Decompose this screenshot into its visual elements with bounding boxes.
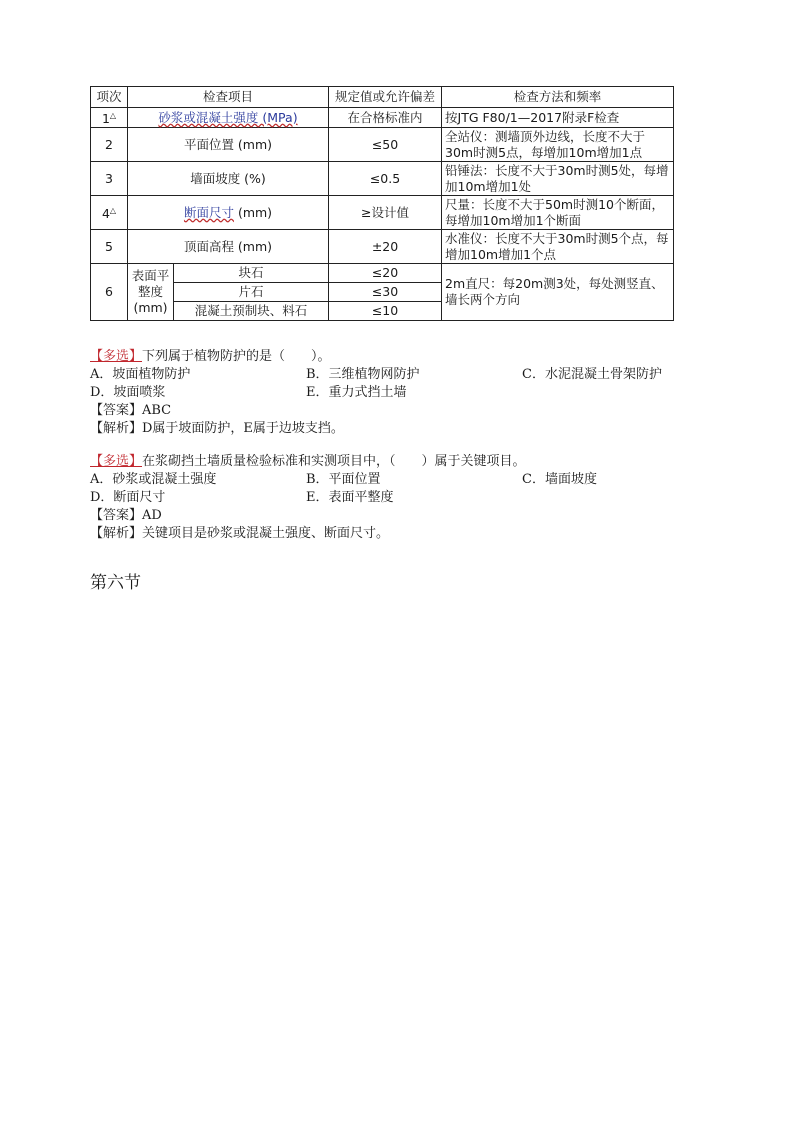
row-spec: ≤20 [329,264,442,283]
table-row [91,162,674,196]
inspection-table [90,86,674,321]
table-row [91,264,674,283]
row-method: 全站仪：测墙顶外边线，长度不大于30m时测5点，每增加10m增加1点 [442,128,674,162]
options-row [90,489,710,507]
row-spec: ≤10 [329,302,442,321]
options-row [90,471,710,489]
option-b: B．三维植物网防护 [306,367,420,382]
row-method: 水准仪：长度不大于30m时测5个点，每增加10m增加1个点 [442,230,674,264]
option-c: C．墙面坡度 [522,472,597,487]
option-a: A．坡面植物防护 [90,367,191,382]
row-spec: ≥设计值 [329,196,442,230]
row-method: 铅锤法：长度不大于30m时测5处，每增加10m增加1处 [442,162,674,196]
option-d: D．坡面喷浆 [90,385,166,400]
row-spec: ≤50 [329,128,442,162]
row-no: 5 [91,230,128,264]
header-spec: 规定值或允许偏差 [329,87,442,108]
row-spec: ≤0.5 [329,162,442,196]
options-row [90,384,710,402]
question-line [90,453,710,471]
row-no: 4△ [91,196,128,230]
answer: 【答案】ABC [90,403,172,418]
table-row [91,230,674,264]
row-subitem: 混凝土预制块、料石 [174,302,329,321]
row-item: 顶面高程 (mm) [128,230,329,264]
options-row [90,366,710,384]
table-row [91,196,674,230]
option-b: B．平面位置 [306,472,381,487]
answer: 【答案】AD [90,508,162,523]
analysis: 【解析】D属于坡面防护，E属于边坡支挡。 [90,421,344,436]
analysis: 【解析】关键项目是砂浆或混凝土强度、断面尺寸。 [90,526,390,541]
option-e: E．重力式挡土墙 [306,385,407,400]
section-title: 第六节 [90,573,141,593]
row-subitem: 块石 [174,264,329,283]
row-method: 按JTG F80/1—2017附录F检查 [442,108,674,128]
question-2 [90,453,710,543]
row-group-label: 表面平整度(mm) [128,264,174,321]
question-tag: 【多选】 [90,349,143,364]
option-d: D．断面尺寸 [90,490,166,505]
row-method: 尺量：长度不大于50m时测10个断面，每增加10m增加1个断面 [442,196,674,230]
header-method: 检查方法和频率 [442,87,674,108]
row-spec: ±20 [329,230,442,264]
row-no: 3 [91,162,128,196]
header-item: 检查项目 [128,87,329,108]
question-line [90,348,710,366]
row-method: 2m直尺：每20m测3处，每处测竖直、墙长两个方向 [442,264,674,321]
row-item: 墙面坡度 (%) [128,162,329,196]
row-item: 断面尺寸 (mm) [128,196,329,230]
row-spec: 在合格标准内 [329,108,442,128]
question-tag: 【多选】 [90,454,143,469]
row-item: 砂浆或混凝土强度 (MPa) [128,108,329,128]
table-header-row [91,87,674,108]
row-spec: ≤30 [329,283,442,302]
row-no: 2 [91,128,128,162]
question-text: 下列属于植物防护的是（ ）。 [142,349,331,364]
question-1 [90,348,710,438]
row-no: 1△ [91,108,128,128]
question-text: 在浆砌挡土墙质量检验标准和实测项目中，（ ）属于关键项目。 [142,454,526,469]
row-no: 6 [91,264,128,321]
row-subitem: 片石 [174,283,329,302]
option-a: A．砂浆或混凝土强度 [90,472,217,487]
table-row [91,128,674,162]
table-row [91,108,674,128]
option-c: C．水泥混凝土骨架防护 [522,367,662,382]
row-item: 平面位置 (mm) [128,128,329,162]
option-e: E．表面平整度 [306,490,394,505]
header-no: 项次 [91,87,128,108]
